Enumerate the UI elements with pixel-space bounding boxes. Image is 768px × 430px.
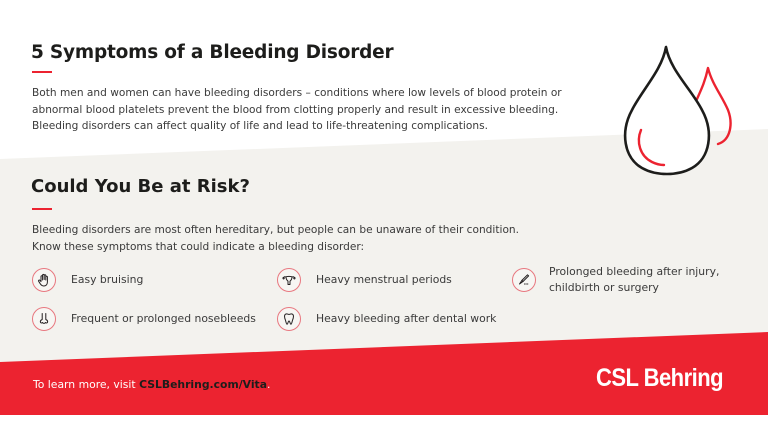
blood-drops-icon xyxy=(600,30,768,190)
symptom-label xyxy=(549,264,719,296)
symptom-label: Heavy bleeding after dental work xyxy=(316,312,497,325)
footer-link[interactable]: CSLBehring.com/Vita xyxy=(139,378,267,391)
symptom-label-line: childbirth or surgery xyxy=(549,281,659,294)
intro-line: Both men and women can have bleeding disorders – conditions where low levels of blood protein or xyxy=(32,87,562,99)
symptom-nosebleeds xyxy=(32,307,256,331)
symptom-dental-bleeding xyxy=(277,307,496,331)
risk-heading: Could You Be at Risk? xyxy=(31,176,250,197)
risk-line: Bleeding disorders are most often hereditary, but people can be unaware of their condition. xyxy=(32,224,520,236)
title-accent-bar xyxy=(32,71,52,73)
risk-paragraph xyxy=(32,222,519,255)
hand-icon xyxy=(32,268,56,292)
nose-icon xyxy=(32,307,56,331)
footer-cta xyxy=(33,378,270,391)
scalpel-icon xyxy=(512,268,536,292)
footer-suffix: . xyxy=(266,378,271,391)
symptom-heavy-menstrual-periods xyxy=(277,268,452,292)
symptom-easy-bruising xyxy=(32,268,143,292)
symptom-label: Frequent or prolonged nosebleeds xyxy=(71,312,256,325)
footer-prefix: To learn more, visit xyxy=(33,378,140,391)
symptom-label-line: Prolonged bleeding after injury, xyxy=(549,265,720,278)
intro-paragraph xyxy=(32,85,562,135)
tooth-icon xyxy=(277,307,301,331)
intro-line: abnormal blood platelets prevent the blood from clotting properly and result in excessive bleeding. xyxy=(32,103,559,116)
risk-accent-bar xyxy=(32,208,52,210)
risk-line: Know these symptoms that could indicate a bleeding disorder: xyxy=(32,240,365,253)
symptom-label: Easy bruising xyxy=(71,273,144,286)
symptom-label: Heavy menstrual periods xyxy=(316,273,452,286)
uterus-icon xyxy=(277,268,301,292)
symptom-prolonged-bleeding xyxy=(512,264,719,296)
page-title: 5 Symptoms of a Bleeding Disorder xyxy=(31,42,394,63)
intro-line: Bleeding disorders can affect quality of life and lead to life-threatening complications. xyxy=(32,120,488,132)
bottom-white-strip xyxy=(0,415,768,430)
csl-behring-logo: CSL Behring xyxy=(596,364,724,392)
